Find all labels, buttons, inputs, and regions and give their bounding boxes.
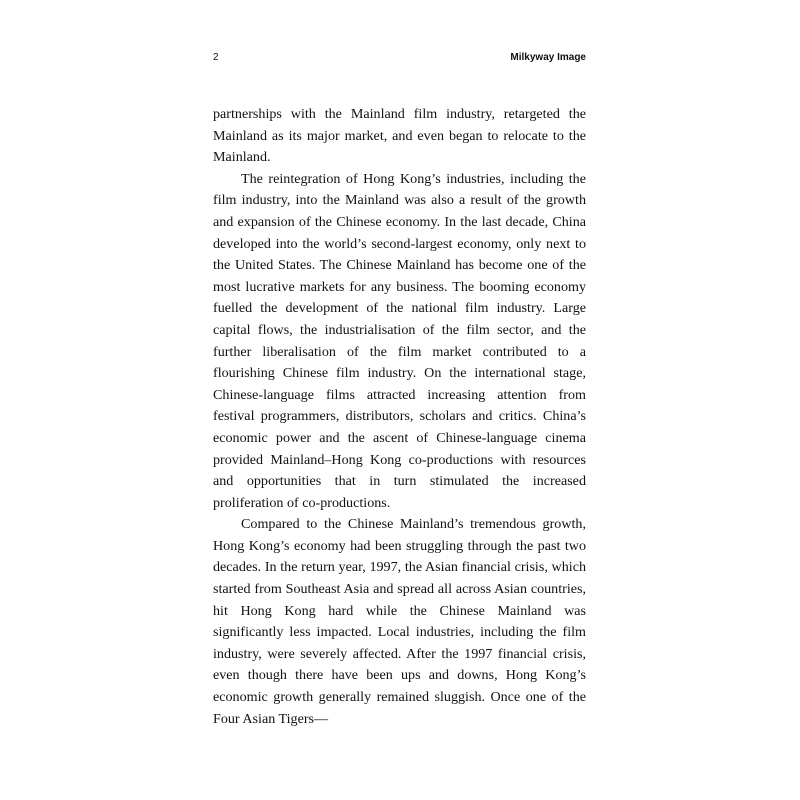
paragraph-continued: partnerships with the Mainland film industry, retargeted the Mainland as its major market, and even began to relocate to the Mainland. <box>213 106 586 166</box>
paragraph: The reintegration of Hong Kong’s industries, including the film industry, into the Mainland was also a result of the growth and expansion of the Chinese economy. In the last decade, China developed into the world’s second-largest economy, only next to the United States. The Chinese Mainland has become one of the most lucrative markets for any business. The booming economy fuelled the development of the national film industry. Large capital flows, the industrialisation of the film sector, and the further liberalisation of the film market contributed to a flourishing Chinese film industry. On the international stage, Chinese-language films attracted increasing attention from festival programmers, distributors, scholars and critics. China’s economic power and the ascent of Chinese-language cinema provided Mainland–Hong Kong co-productions with resources and opportunities that in turn stimulated the increased proliferation of co-productions. <box>213 170 586 511</box>
page-number: 2 <box>213 52 219 63</box>
page-header <box>213 52 586 66</box>
paragraph: Compared to the Chinese Mainland’s tremendous growth, Hong Kong’s economy had been struggling through the past two decades. In the return year, 1997, the Asian financial crisis, which started from Southeast Asia and spread all across Asian countries, hit Hong Kong hard while the Chinese Mainland was significantly less impacted. Local industries, including the film industry, were severely affected. After the 1997 financial crisis, even though there have been ups and downs, Hong Kong’s economic growth generally remained sluggish. Once one of the Four Asian Tigers— <box>213 516 586 727</box>
running-title: Milkyway Image <box>510 52 586 63</box>
body-text <box>213 104 586 730</box>
